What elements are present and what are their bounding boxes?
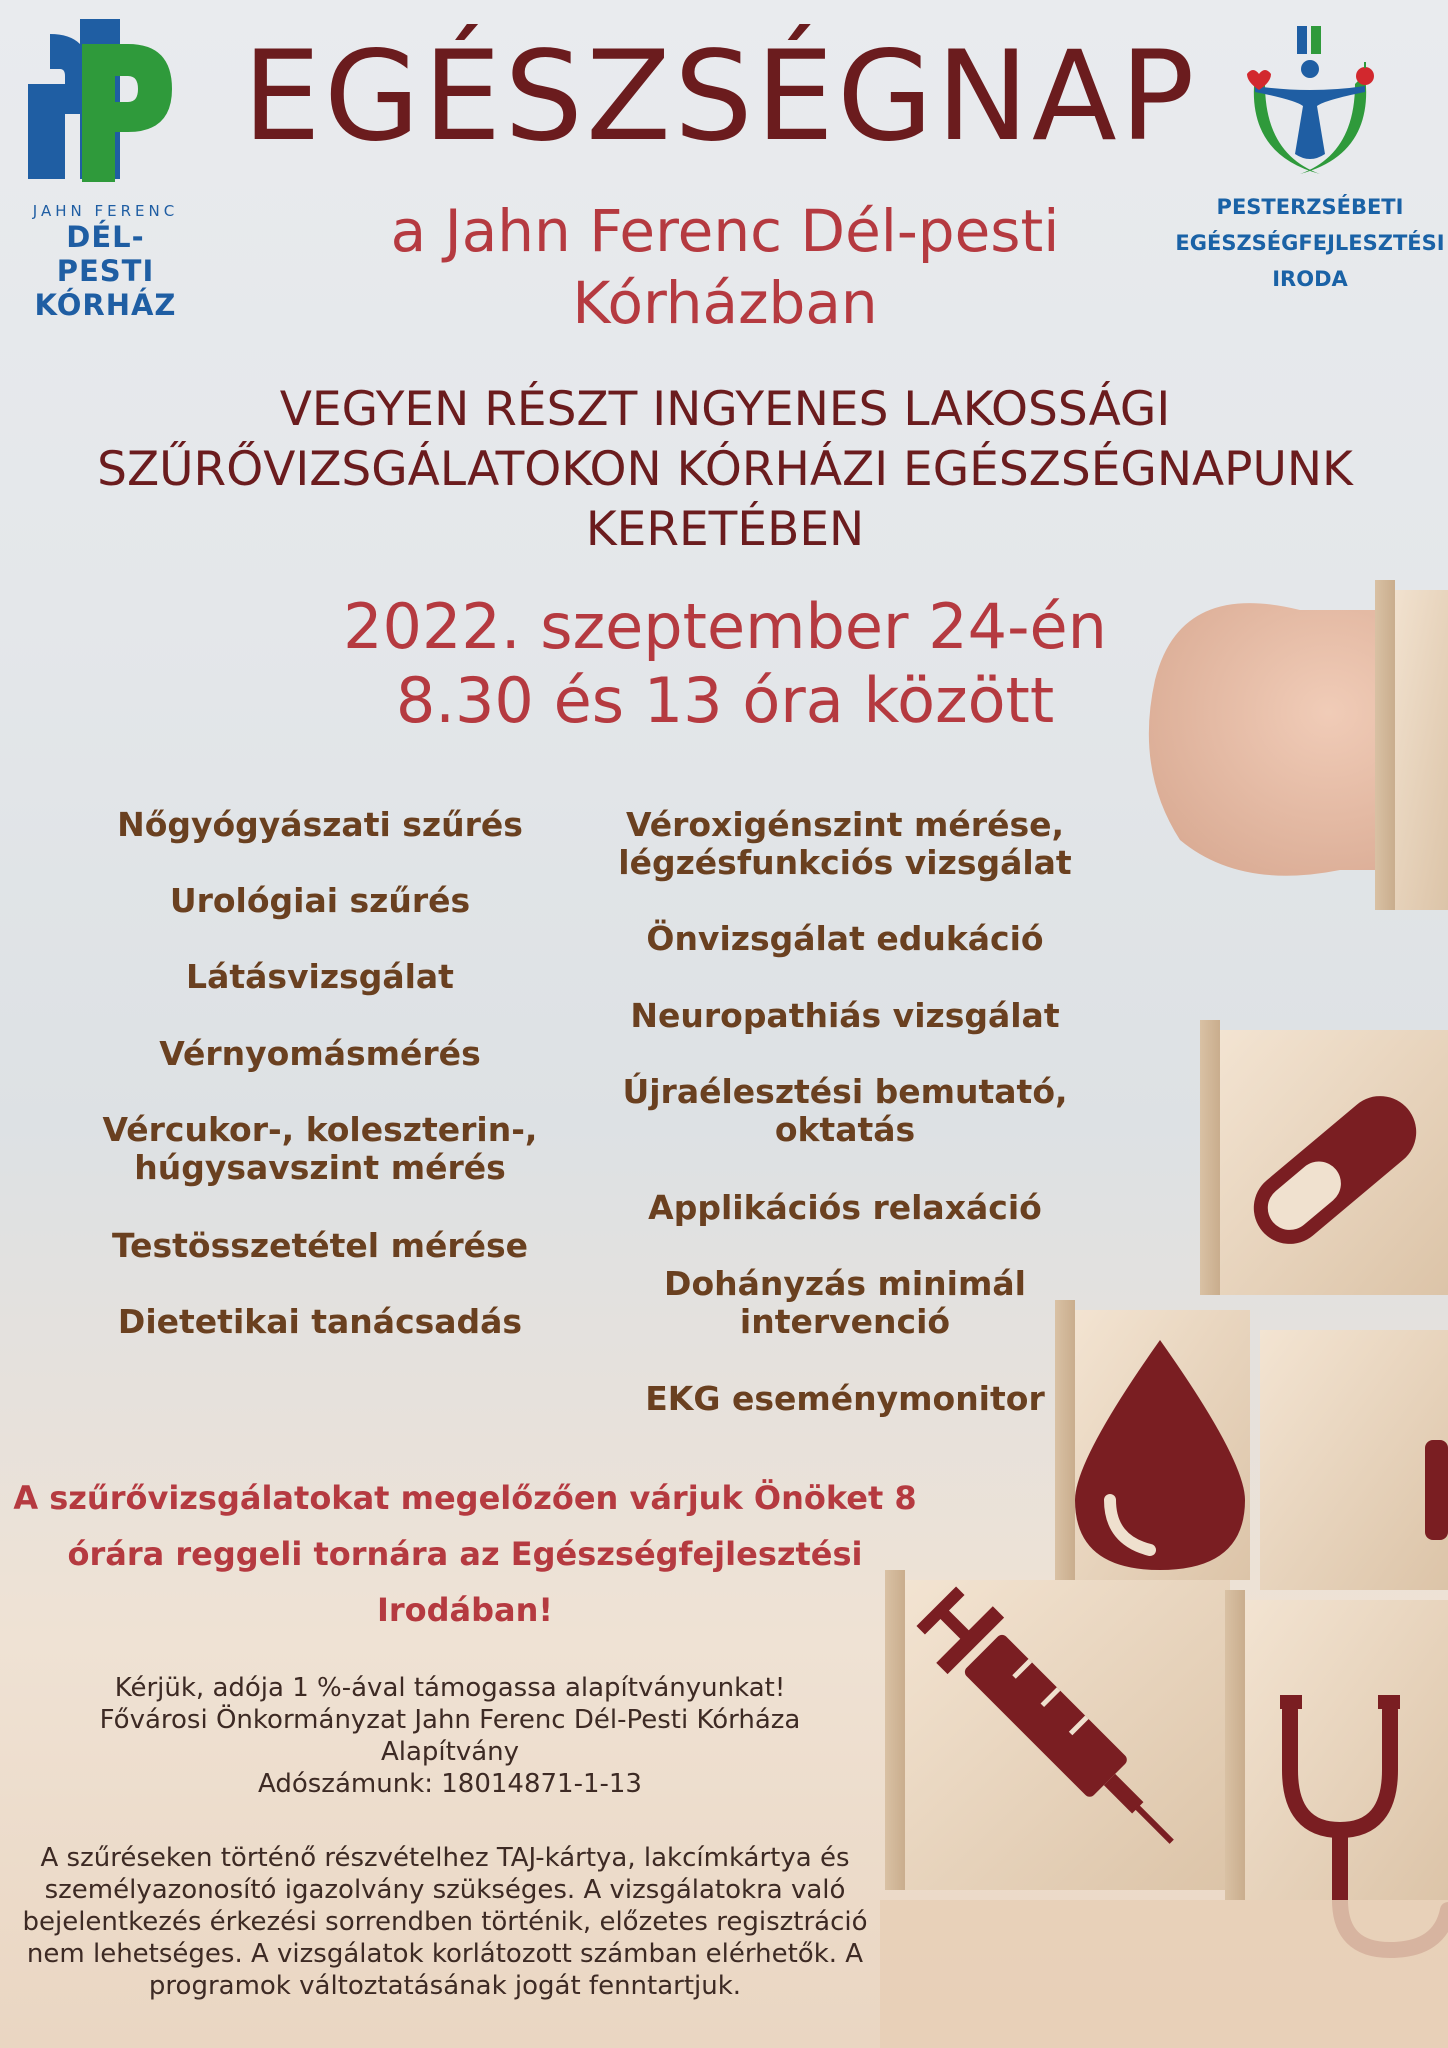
- exercise-line: A szűrővizsgálatokat megelőzően várjuk Önöket 8: [13, 1479, 917, 1517]
- office-caption-2: EGÉSZSÉGFEJLESZTÉSI: [1175, 231, 1445, 255]
- logo-caption-2: DÉL-PESTI: [56, 220, 155, 288]
- notice-line: A szűréseken történő részvételhez TAJ-kártya, lakcímkártya és: [40, 1843, 850, 1873]
- service-item: Dietetikai tanácsadás: [117, 1302, 523, 1341]
- logo-caption-3: KÓRHÁZ: [34, 288, 177, 322]
- date-line: 2022. szeptember 24-én: [343, 590, 1107, 663]
- service-item: EKG eseménymonitor: [645, 1379, 1045, 1418]
- morning-exercise-note: [10, 1470, 920, 1638]
- service-item: Vércukor-, koleszterin-, húgysavszint mérés: [102, 1110, 538, 1187]
- exercise-line: Irodában!: [376, 1591, 554, 1629]
- service-item: Vérnyomásmérés: [159, 1034, 481, 1073]
- service-item: Urológiai szűrés: [169, 881, 471, 920]
- service-item: Véroxigénszint mérése, légzésfunkciós vizsgálat: [618, 805, 1072, 882]
- notice-line: nem lehetséges. A vizsgálatok korlátozott számban elérhetők. A: [26, 1939, 864, 1969]
- cta-line: KERETÉBEN: [585, 502, 865, 557]
- page-title: EGÉSZSÉGNAP: [242, 25, 1198, 169]
- subtitle-line: Kórházban: [572, 269, 878, 337]
- notice-line: programok változtatásának jogát fenntartjuk.: [148, 1971, 742, 2001]
- service-item: Testösszetétel mérése: [111, 1226, 529, 1265]
- service-item: Neuropathiás vizsgálat: [630, 996, 1060, 1035]
- logo-caption-1: JAHN FERENC: [32, 202, 179, 220]
- donation-line: Fővárosi Önkormányzat Jahn Ferenc Dél-Pesti Kórháza: [99, 1705, 801, 1735]
- donation-line: Alapítvány: [380, 1737, 520, 1767]
- cta-line: VEGYEN RÉSZT INGYENES LAKOSSÁGI: [279, 382, 1171, 437]
- office-caption-1: PESTERZSÉBETI: [1216, 195, 1404, 219]
- service-item: Újraélesztési bemutató, oktatás: [622, 1072, 1068, 1149]
- donation-note: [60, 1672, 840, 1800]
- service-item: Applikációs relaxáció: [648, 1188, 1042, 1227]
- requirements-notice: [10, 1842, 880, 2002]
- notice-line: személyazonosító igazolvány szükséges. A vizsgálatokra való: [44, 1875, 846, 1905]
- cta-line: SZŰRŐVIZSGÁLATOKON KÓRHÁZI EGÉSZSÉGNAPUNK: [97, 442, 1353, 497]
- office-caption-3: IRODA: [1272, 267, 1348, 291]
- time-line: 8.30 és 13 óra között: [395, 664, 1055, 737]
- service-item: Dohányzás minimál intervenció: [664, 1264, 1026, 1341]
- service-item: Nőgyógyászati szűrés: [117, 805, 523, 844]
- subtitle-line: a Jahn Ferenc Dél-pesti: [390, 197, 1060, 265]
- donation-line: Kérjük, adója 1 %-ával támogassa alapítványunkat!: [114, 1673, 786, 1703]
- tax-number: Adószámunk: 18014871-1-13: [258, 1769, 642, 1799]
- notice-line: bejelentkezés érkezési sorrendben történik, előzetes regisztráció: [22, 1907, 868, 1937]
- exercise-line: órára reggeli tornára az Egészségfejlesztési: [67, 1535, 863, 1573]
- service-item: Látásvizsgálat: [186, 957, 454, 996]
- service-item: Önvizsgálat edukáció: [646, 919, 1044, 958]
